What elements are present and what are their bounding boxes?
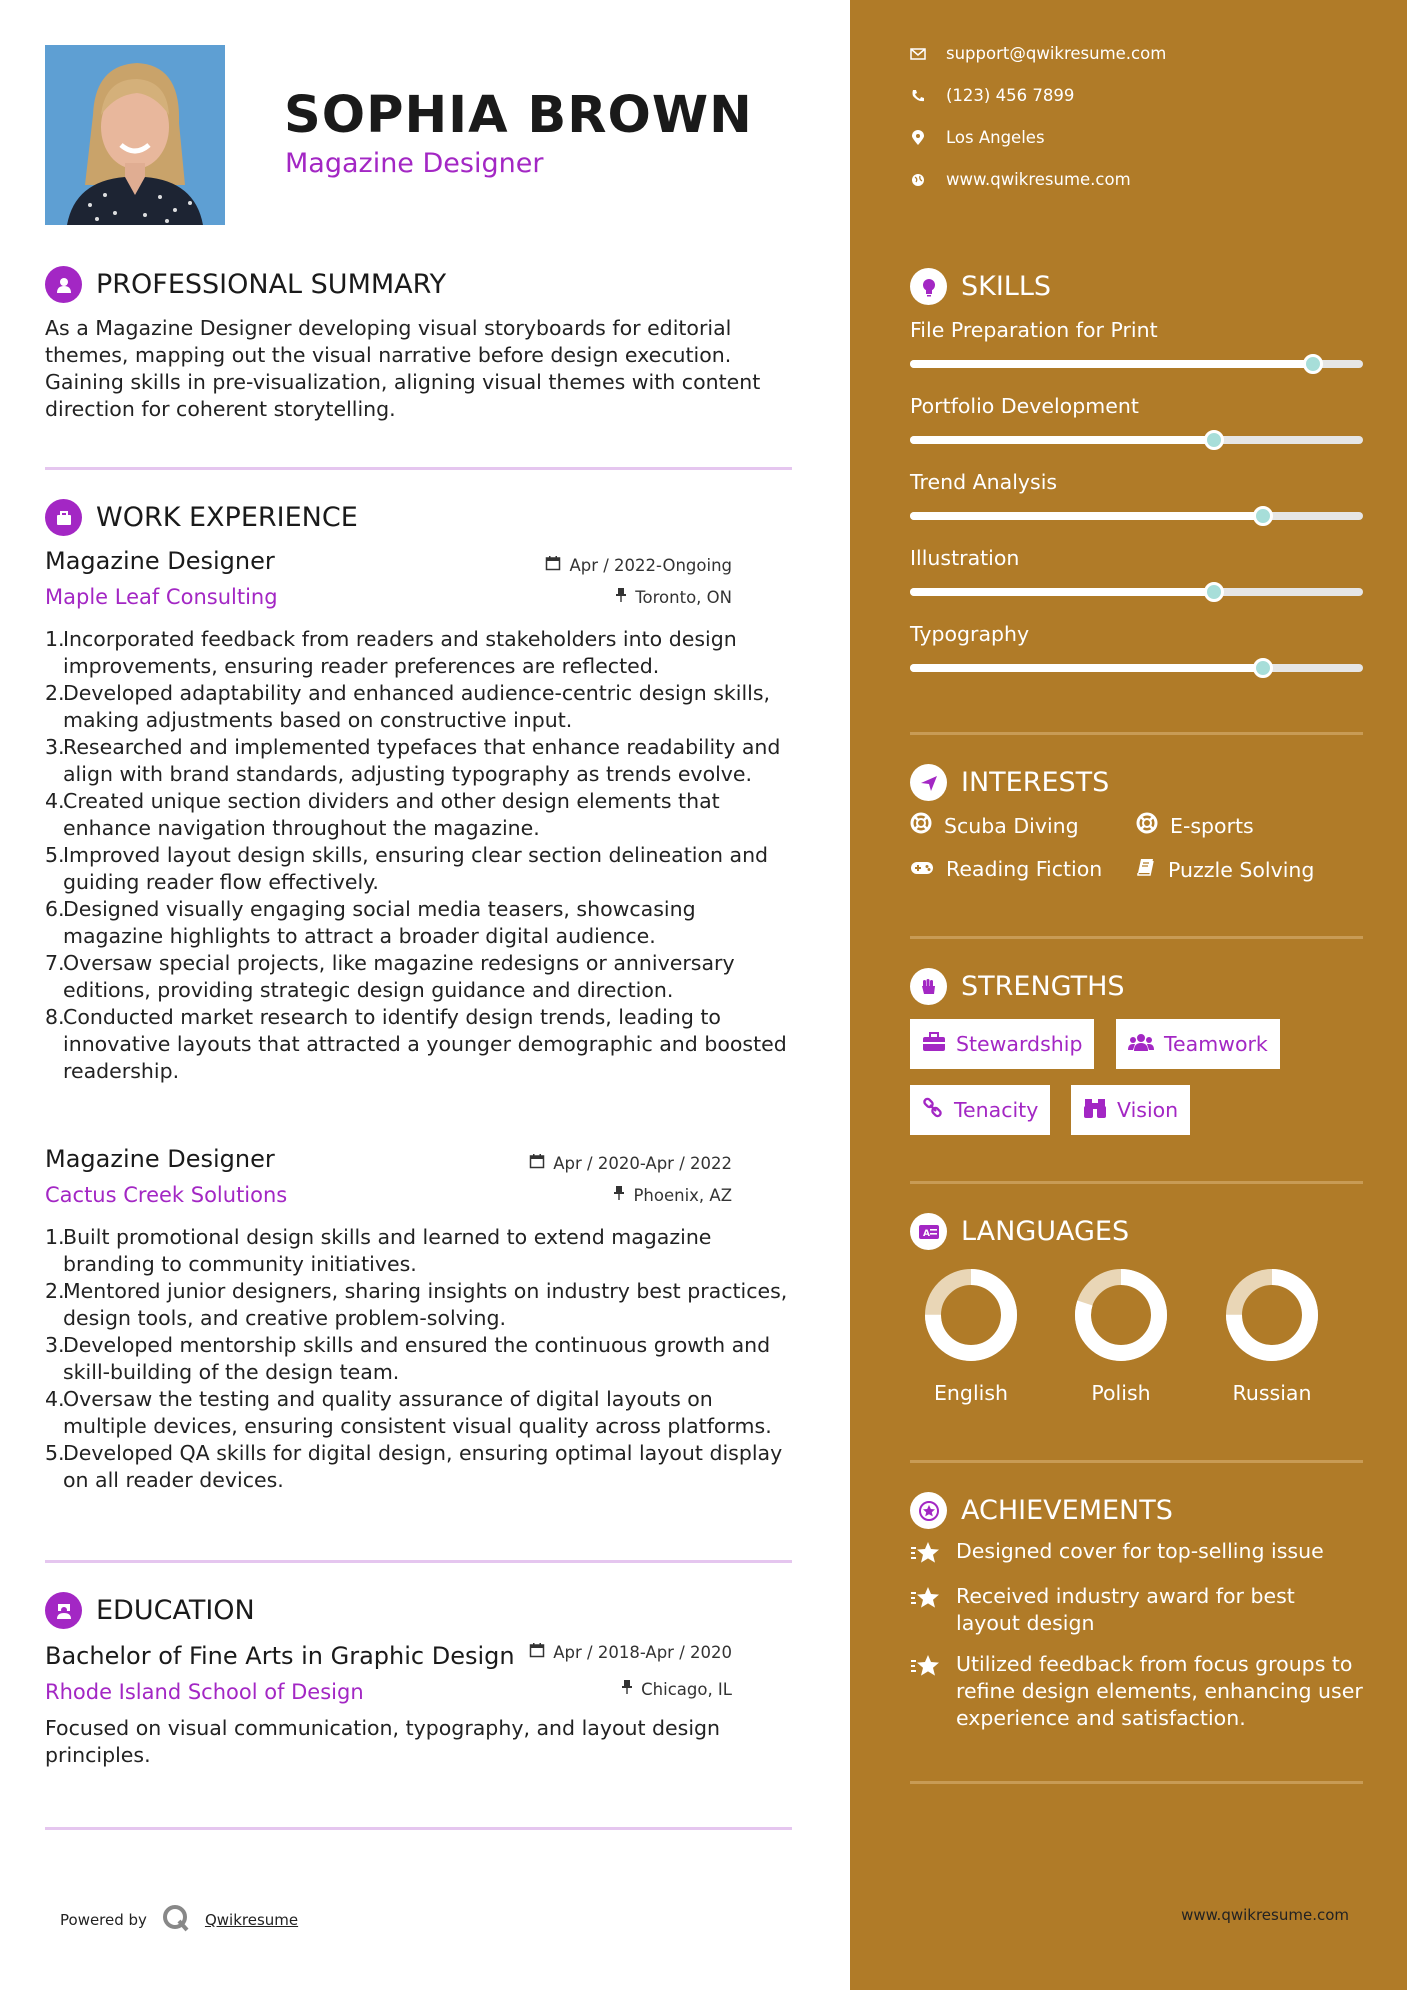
- list-item: 3. Researched and implemented typefaces that enhance readability and align with brand standards, adjusting typography as trends evolve.: [45, 735, 781, 786]
- section-divider: [45, 1827, 792, 1830]
- interests-heading: [910, 764, 1109, 801]
- list-item: 1. Built promotional design skills and learned to extend magazine branding to community initiatives.: [45, 1225, 712, 1276]
- job-bullets: [45, 626, 795, 1085]
- candidate-name: SOPHIA BROWN: [284, 86, 753, 145]
- contact-website-text: www.qwikresume.com: [946, 170, 1131, 189]
- footer-powered-by: [60, 1903, 298, 1937]
- contact-location-text: Los Angeles: [946, 128, 1045, 147]
- pin-icon: [615, 587, 627, 607]
- strength-chip: Tenacity: [910, 1085, 1050, 1135]
- achievement-item: Utilized feedback from focus groups to refine design elements, enhancing user experience and satisfaction.: [910, 1651, 1363, 1732]
- users-icon: [1128, 1032, 1154, 1057]
- skill-bar: [910, 664, 1363, 672]
- svg-text:A: A: [922, 1228, 930, 1239]
- strengths-title: STRENGTHS: [961, 971, 1125, 1002]
- contact-phone-text: (123) 456 7899: [946, 86, 1075, 105]
- achievement-item: Designed cover for top-selling issue: [910, 1538, 1363, 1573]
- calendar-icon: [529, 1153, 545, 1173]
- job-role: Magazine Designer: [45, 547, 275, 575]
- languages-title: LANGUAGES: [961, 1216, 1130, 1247]
- qwikresume-link[interactable]: Qwikresume: [204, 1911, 299, 1929]
- interests-title: INTERESTS: [961, 767, 1110, 798]
- list-item: 7. Oversaw special projects, like magazine redesigns or anniversary editions, providing strategic design guidance and direction.: [45, 951, 735, 1002]
- paper-plane-icon: [910, 764, 947, 801]
- footer-website[interactable]: www.qwikresume.com: [1181, 1906, 1349, 1924]
- calendar-icon: [545, 555, 561, 575]
- education-location-text: Chicago, IL: [641, 1679, 732, 1699]
- strength-chip: Vision: [1071, 1085, 1190, 1135]
- education-heading: [45, 1592, 255, 1629]
- interest-item: Puzzle Solving: [1136, 857, 1314, 882]
- lightbulb-icon: [910, 268, 947, 305]
- skill-level-knob: [1204, 430, 1224, 450]
- graduate-icon: [45, 1592, 82, 1629]
- job-location-text: Phoenix, AZ: [633, 1185, 732, 1205]
- language-label: Russian: [1232, 1381, 1312, 1405]
- skill-bar-fill: [910, 512, 1263, 520]
- job-dates-text: Apr / 2020-Apr / 2022: [553, 1153, 732, 1173]
- skill-label: Portfolio Development: [910, 394, 1139, 418]
- profile-photo: [45, 45, 225, 225]
- skill-label: File Preparation for Print: [910, 318, 1158, 342]
- skill-bar-fill: [910, 588, 1214, 596]
- lifebuoy-icon: [910, 812, 932, 839]
- summary-title: PROFESSIONAL SUMMARY: [96, 269, 447, 300]
- book-icon: [1136, 857, 1156, 882]
- powered-by-label: Powered by: [60, 1911, 147, 1929]
- skill-bar-fill: [910, 664, 1263, 672]
- list-item: 1. Incorporated feedback from readers and stakeholders into design improvements, ensuring reader preferences are reflected.: [45, 627, 737, 678]
- job-location: [615, 587, 732, 607]
- degree: Bachelor of Fine Arts in Graphic Design: [45, 1642, 515, 1670]
- language-ring: [1056, 1265, 1186, 1369]
- star-icon: [910, 1651, 942, 1732]
- summary-text: As a Magazine Designer developing visual storyboards for editorial themes, mapping out the visual narrative before design execution. Gaining skills in pre-visualization, aligning visual themes with content direction for coherent storytelling.: [45, 316, 761, 421]
- job-role: Magazine Designer: [45, 1145, 275, 1173]
- achievement-item: Received industry award for best layout design: [910, 1583, 1363, 1637]
- interest-item: Scuba Diving: [910, 812, 1079, 839]
- section-divider: [910, 1781, 1363, 1784]
- job-dates: [529, 1153, 732, 1173]
- strength-chip: Teamwork: [1116, 1019, 1280, 1069]
- job-location-text: Toronto, ON: [635, 587, 732, 607]
- job-dates: [545, 555, 732, 575]
- fist-icon: [910, 968, 947, 1005]
- education-title: EDUCATION: [96, 1595, 255, 1626]
- skill-bar-fill: [910, 436, 1214, 444]
- language-ring: [906, 1265, 1036, 1369]
- skill-bar-fill: [910, 360, 1313, 368]
- language-label: English: [933, 1381, 1009, 1405]
- strength-chip: Stewardship: [910, 1019, 1094, 1069]
- section-divider: [45, 467, 792, 470]
- experience-heading: [45, 499, 358, 536]
- list-item: 5. Developed QA skills for digital design, ensuring optimal layout display on all reader devices.: [45, 1441, 783, 1492]
- job-bullets: [45, 1224, 795, 1494]
- phone-icon: [910, 89, 926, 103]
- interest-item: Reading Fiction: [910, 857, 1102, 881]
- contact-website[interactable]: [910, 170, 1131, 189]
- star-badge-icon: [910, 1492, 947, 1529]
- job-company: Cactus Creek Solutions: [45, 1183, 288, 1207]
- candidate-job-title: Magazine Designer: [285, 148, 544, 179]
- job-dates-text: Apr / 2022-Ongoing: [569, 555, 732, 575]
- briefcase-icon: [45, 499, 82, 536]
- strengths-heading: [910, 968, 1125, 1005]
- interest-item: E-sports: [1136, 812, 1254, 839]
- list-item: 6. Designed visually engaging social media teasers, showcasing magazine highlights to attract a broader digital audience.: [45, 897, 696, 948]
- languages-heading: [910, 1213, 1129, 1250]
- list-item: 5. Improved layout design skills, ensuring clear section delineation and guiding reader flow effectively.: [45, 843, 769, 894]
- lifebuoy-icon: [1136, 812, 1158, 839]
- job-company: Maple Leaf Consulting: [45, 585, 278, 609]
- contact-location: [910, 128, 1045, 147]
- gamepad-icon: [910, 857, 934, 881]
- section-divider: [910, 1460, 1363, 1463]
- skills-heading: [910, 268, 1051, 305]
- education-description: Focused on visual communication, typography, and layout design principles.: [45, 1716, 721, 1767]
- binoculars-icon: [1083, 1097, 1107, 1124]
- list-item: 2. Mentored junior designers, sharing insights on industry best practices, design tools, and creative problem-solving.: [45, 1279, 788, 1330]
- skill-label: Trend Analysis: [910, 470, 1058, 494]
- language-label: Polish: [1091, 1381, 1151, 1405]
- language-icon: [910, 1213, 947, 1250]
- list-item: 3. Developed mentorship skills and ensured the continuous growth and skill-building of the design team.: [45, 1333, 771, 1384]
- contact-email-text: support@qwikresume.com: [946, 44, 1167, 63]
- star-icon: [910, 1538, 942, 1573]
- job-location: [613, 1185, 732, 1205]
- list-item: 8. Conducted market research to identify design trends, leading to innovative layouts that attracted a younger demographic and boosted readership.: [45, 1005, 787, 1083]
- language-ring: [1207, 1265, 1337, 1369]
- map-pin-icon: [910, 130, 926, 146]
- list-item: 4. Created unique section dividers and other design elements that enhance navigation throughout the magazine.: [45, 789, 720, 840]
- skills-title: SKILLS: [961, 271, 1052, 302]
- summary-heading: [45, 266, 446, 303]
- calendar-icon: [529, 1642, 545, 1662]
- star-icon: [910, 1583, 942, 1637]
- skill-bar: [910, 588, 1363, 596]
- section-divider: [910, 1181, 1363, 1184]
- skill-bar: [910, 436, 1363, 444]
- education-location: [621, 1679, 732, 1699]
- section-divider: [910, 936, 1363, 939]
- contact-email[interactable]: [910, 44, 1166, 63]
- section-divider: [45, 1560, 792, 1563]
- qwikresume-logo-icon: [161, 1903, 191, 1937]
- experience-title: WORK EXPERIENCE: [96, 502, 358, 533]
- contact-phone[interactable]: [910, 86, 1074, 105]
- school: Rhode Island School of Design: [45, 1680, 364, 1704]
- section-divider: [910, 732, 1363, 735]
- education-dates-text: Apr / 2018-Apr / 2020: [553, 1642, 732, 1662]
- skill-bar: [910, 512, 1363, 520]
- user-icon: [45, 266, 82, 303]
- skill-label: Typography: [910, 622, 1030, 646]
- briefcase-icon: [922, 1032, 946, 1057]
- pin-icon: [613, 1185, 625, 1205]
- achievements-title: ACHIEVEMENTS: [961, 1495, 1173, 1526]
- envelope-icon: [910, 48, 926, 60]
- skill-bar: [910, 360, 1363, 368]
- achievements-heading: [910, 1492, 1173, 1529]
- pin-icon: [621, 1679, 633, 1699]
- list-item: 4. Oversaw the testing and quality assurance of digital layouts on multiple devices, ensuring consistent visual quality across platforms.: [45, 1387, 772, 1438]
- link-icon: [922, 1097, 944, 1124]
- education-dates: [529, 1642, 732, 1662]
- list-item: 2. Developed adaptability and enhanced audience-centric design skills, making adjustments based on constructive input.: [45, 681, 771, 732]
- skill-level-knob: [1204, 582, 1224, 602]
- skill-label: Illustration: [910, 546, 1020, 570]
- globe-icon: [910, 173, 926, 187]
